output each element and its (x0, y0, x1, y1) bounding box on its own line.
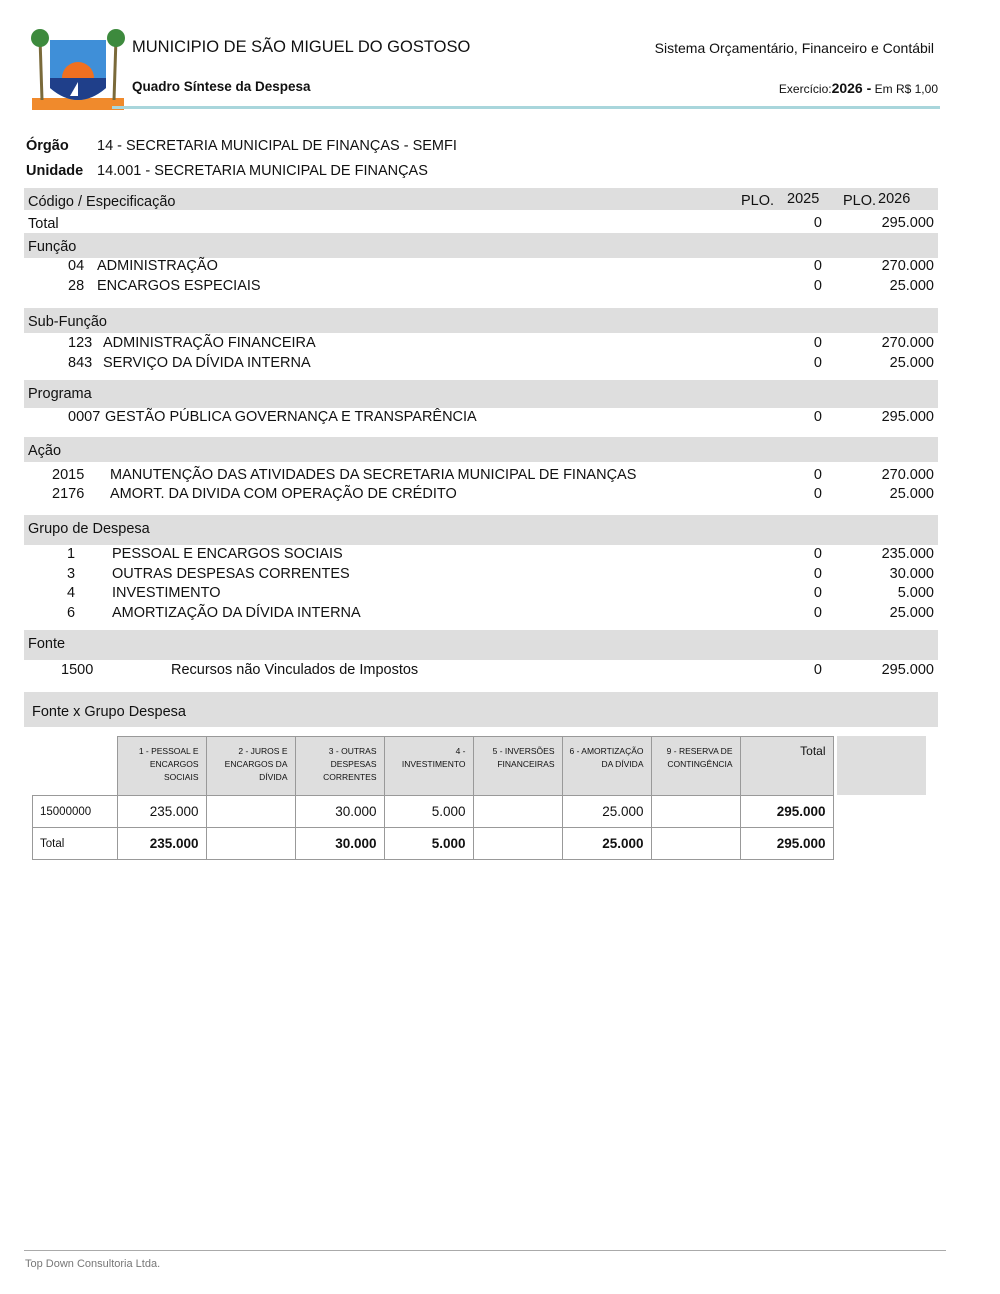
item-value-2025: 0 (813, 335, 822, 351)
cross-title: Fonte x Grupo Despesa (32, 704, 186, 720)
table-cell: 5.000 (384, 828, 473, 860)
column-header: 3 - OUTRAS DESPESAS CORRENTES (295, 737, 384, 796)
total-label: Total (28, 216, 59, 232)
section-title-grupo: Grupo de Despesa (28, 521, 150, 537)
item-code: 1 (67, 546, 76, 562)
item-name: AMORTIZAÇÃO DA DÍVIDA INTERNA (112, 605, 361, 621)
orgao-value: 14 - SECRETARIA MUNICIPAL DE FINANÇAS - SEMFI (97, 138, 457, 154)
column-header: 6 - AMORTIZAÇÃO DA DÍVIDA (562, 737, 651, 796)
item-value-2025: 0 (813, 605, 822, 621)
table-header-row (33, 737, 834, 796)
year-2025-header: 2025 (787, 191, 820, 207)
table-cell: 295.000 (740, 828, 833, 860)
plo-label-1: PLO. (741, 193, 775, 209)
footer-divider (24, 1250, 946, 1251)
item-name: ADMINISTRAÇÃO (97, 258, 218, 274)
item-name: GESTÃO PÚBLICA GOVERNANÇA E TRANSPARÊNCIA (105, 409, 477, 425)
item-value-2026: 25.000 (889, 486, 934, 502)
item-value-2026: 25.000 (889, 278, 934, 294)
section-band-grupo (24, 515, 938, 545)
item-value-2025: 0 (813, 546, 822, 562)
item-value-2026: 270.000 (881, 467, 934, 483)
item-code: 0007 (68, 409, 101, 425)
section-title-funcao: Função (28, 239, 77, 255)
item-code: 3 (67, 566, 76, 582)
item-name: AMORT. DA DIVIDA COM OPERAÇÃO DE CRÉDITO (110, 486, 457, 502)
item-value-2025: 0 (813, 278, 822, 294)
table-cell (473, 796, 562, 828)
section-title-acao: Ação (28, 443, 62, 459)
item-value-2025: 0 (813, 258, 822, 274)
item-value-2025: 0 (813, 486, 822, 502)
fonte-grupo-table (32, 736, 834, 860)
section-band-programa (24, 380, 938, 408)
section-band-funcao (24, 233, 938, 258)
table-cell: 30.000 (295, 796, 384, 828)
item-code: 28 (68, 278, 85, 294)
municipality-name: MUNICIPIO DE SÃO MIGUEL DO GOSTOSO (132, 38, 471, 56)
item-name: OUTRAS DESPESAS CORRENTES (112, 566, 350, 582)
item-value-2025: 0 (813, 585, 822, 601)
blank-header (33, 737, 118, 796)
section-title-subfuncao: Sub-Função (28, 314, 107, 330)
item-code: 6 (67, 605, 76, 621)
table-cell: 235.000 (117, 796, 206, 828)
item-name: INVESTIMENTO (112, 585, 221, 601)
item-value-2026: 295.000 (881, 662, 934, 678)
exercise-label: Exercício: (778, 82, 832, 96)
section-band-fonte (24, 630, 938, 660)
item-value-2025: 0 (813, 409, 822, 425)
table-cell: 5.000 (384, 796, 473, 828)
table-cell: 295.000 (740, 796, 833, 828)
item-value-2026: 295.000 (881, 409, 934, 425)
item-value-2026: 270.000 (881, 335, 934, 351)
footer-company: Top Down Consultoria Ltda. (25, 1258, 161, 1270)
item-name: MANUTENÇÃO DAS ATIVIDADES DA SECRETARIA MUNICIPAL DE FINANÇAS (110, 467, 637, 483)
item-code: 2176 (52, 486, 85, 502)
item-value-2026: 5.000 (897, 585, 934, 601)
table-cell: 25.000 (562, 796, 651, 828)
item-value-2025: 0 (813, 566, 822, 582)
item-name: SERVIÇO DA DÍVIDA INTERNA (103, 355, 311, 371)
column-header: 4 - INVESTIMENTO (384, 737, 473, 796)
item-code: 04 (68, 258, 85, 274)
item-name: PESSOAL E ENCARGOS SOCIAIS (112, 546, 343, 562)
table-cell (651, 828, 740, 860)
item-value-2025: 0 (813, 467, 822, 483)
unidade-label: Unidade (26, 163, 84, 179)
column-header: Total (740, 737, 833, 796)
header-divider (112, 106, 940, 109)
unidade-value: 14.001 - SECRETARIA MUNICIPAL DE FINANÇAS (97, 163, 428, 179)
item-value-2026: 25.000 (889, 605, 934, 621)
table-cell: 235.000 (117, 828, 206, 860)
table-cell: 30.000 (295, 828, 384, 860)
item-value-2026: 30.000 (889, 566, 934, 582)
table-cell (206, 828, 295, 860)
column-header: 5 - INVERSÕES FINANCEIRAS (473, 737, 562, 796)
item-value-2026: 25.000 (889, 355, 934, 371)
exercise-info (779, 80, 938, 96)
item-code: 4 (67, 585, 76, 601)
column-header: 1 - PESSOAL E ENCARGOS SOCIAIS (117, 737, 206, 796)
year-2026-header: 2026 (878, 191, 911, 207)
total-2026: 295.000 (881, 215, 934, 231)
item-name: ADMINISTRAÇÃO FINANCEIRA (103, 335, 316, 351)
table-cell (473, 828, 562, 860)
item-value-2026: 235.000 (881, 546, 934, 562)
row-label: Total (33, 828, 118, 860)
table-cell (651, 796, 740, 828)
section-title-fonte: Fonte (28, 636, 66, 652)
section-band-acao (24, 437, 938, 462)
table-row (33, 828, 834, 860)
table-row (33, 796, 834, 828)
item-name: ENCARGOS ESPECIAIS (97, 278, 261, 294)
section-band-subfuncao (24, 308, 938, 333)
spec-column-header: Código / Especificação (28, 194, 176, 210)
table-cell: 25.000 (562, 828, 651, 860)
table-cell (206, 796, 295, 828)
item-code: 1500 (61, 662, 94, 678)
plo-label-2: PLO. (843, 193, 877, 209)
item-name: Recursos não Vinculados de Impostos (171, 662, 419, 678)
currency-label: Em R$ 1,00 (874, 82, 938, 96)
orgao-label: Órgão (26, 138, 69, 154)
row-label: 15000000 (33, 796, 118, 828)
column-header: 2 - JUROS E ENCARGOS DA DÍVIDA (206, 737, 295, 796)
report-title: Quadro Síntese da Despesa (132, 79, 311, 94)
item-value-2025: 0 (813, 662, 822, 678)
item-value-2026: 270.000 (881, 258, 934, 274)
item-code: 843 (68, 355, 93, 371)
total-2025: 0 (813, 215, 822, 231)
section-title-programa: Programa (28, 386, 92, 402)
item-code: 2015 (52, 467, 85, 483)
item-value-2025: 0 (813, 355, 822, 371)
exercise-year: 2026 - (831, 80, 872, 96)
column-header: 9 - RESERVA DE CONTINGÊNCIA (651, 737, 740, 796)
cross-header-filler (837, 736, 926, 795)
item-code: 123 (68, 335, 93, 351)
system-name: Sistema Orçamentário, Financeiro e Contábil (654, 40, 934, 56)
